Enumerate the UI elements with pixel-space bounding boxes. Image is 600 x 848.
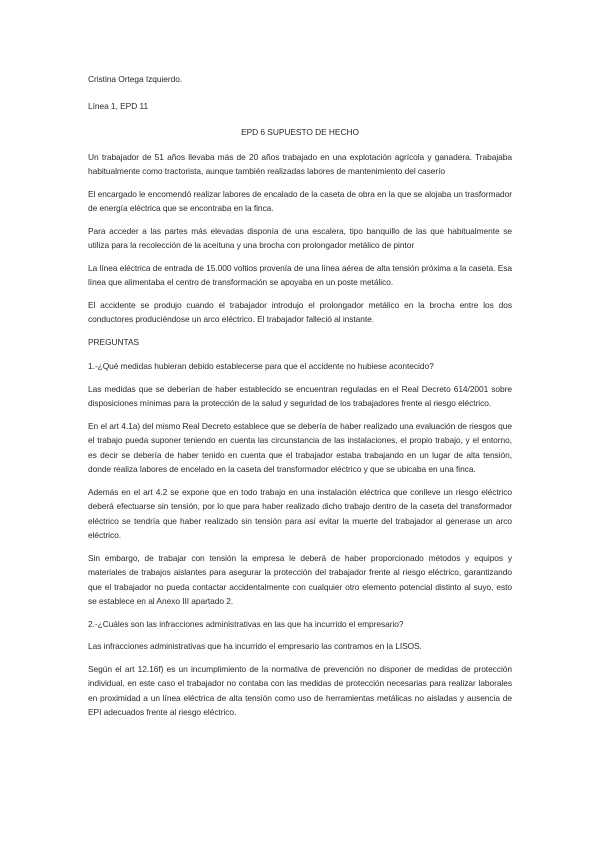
case-paragraph: El encargado le encomendó realizar labores de encalado de la caseta de obra en la que se alojaba un trasformador de energía eléctrica que se encontraba en la finca.	[88, 188, 512, 213]
answer-paragraph: Además en el art 4.2 se expone que en todo trabajo en una instalación eléctrica que conlleve un riesgo eléctrico deberá efectuarse sin tensión, por lo que para haber realizado dicho trabajo dentro de la caseta del transformador eléctrico se tendría que haber realizado sin tensión para así evitar la muerte del trabajador al generase un arco eléctrico.	[88, 486, 512, 540]
answer-paragraph: Las medidas que se deberían de haber establecido se encuentran reguladas en el Real Decreto 614/2001 sobre disposiciones mínimas para la protección de la salud y seguridad de los trabajadores frente al riesgo eléctrico.	[88, 383, 512, 408]
answer-paragraph: En el art 4.1a) del mismo Real Decreto establece que se debería de haber realizado una evaluación de riesgos que el trabajo pueda suponer teniendo en cuenta las circunstancia de las instalaciones, el propio trabajo, y el entorno, es decir se debería de haber tenido en cuenta que el trabajador estaba trabajando en un lugar de alta tensión, donde realiza labores de encelado en la caseta del transformador eléctrico y que se ubicaba en una finca.	[88, 420, 512, 474]
answer-paragraph: Las infracciones administrativas que ha incurrido el empresario las contramos en la LISOS.	[88, 641, 422, 651]
question-2: 2.-¿Cuáles son las infracciones administrativas en las que ha incurrido el empresario?	[88, 618, 404, 629]
case-paragraph: La línea eléctrica de entrada de 15.000 voltios provenía de una línea aérea de alta tensión próxima a la caseta. Esa línea que alimentaba el centro de transformación se apoyaba en un poste metálico.	[88, 262, 512, 287]
case-paragraph: Para acceder a las partes más elevadas disponía de una escalera, tipo banquillo de las que habitualmente se utiliza para la recolección de la aceituna y una brocha con prolongador metálico de pintor	[88, 225, 512, 250]
author-name: Cristina Ortega Izquierdo.	[88, 74, 183, 84]
case-paragraph: El accidente se produjo cuando el trabajador introdujo el prolongador metálico en la brocha entre los dos conductores produciéndose un arco eléctrico. El trabajador falleció al instante.	[88, 299, 512, 324]
question-1: 1.-¿Qué medidas hubieran debido establecerse para que el accidente no hubiese acontecido?	[88, 361, 434, 371]
questions-heading: PREGUNTAS	[88, 336, 140, 347]
document-title: EPD 6 SUPUESTO DE HECHO	[241, 127, 359, 137]
answer-paragraph: Sin embargo, de trabajar con tensión la empresa le deberá de haber proporcionado métodos y equipos y materiales de trabajos aislantes para asegurar la protección del trabajador frente al riesgo eléctrico, garantizando que el trabajador no pueda contactar accidentalmente con cualquier otro elemento potencial distinto al suyo, esto se establece en al Anexo III apartado 2.	[88, 552, 512, 606]
course-line: Línea 1, EPD 11	[88, 100, 149, 111]
answer-paragraph: Según el art 12.16f) es un incumplimiento de la normativa de prevención no disponer de medidas de protección individual, en este caso el trabajador no contaba con las medidas de protección necesarias para realizar laborales en proximidad a un línea eléctrica de alta tensión como uso de herramientas metálicas no aisladas y ausencia de EPI adecuados frente al riesgo eléctrico.	[88, 663, 512, 717]
case-paragraph: Un trabajador de 51 años llevaba más de 20 años trabajado en una explotación agrícola y ganadera. Trabajaba habitualmente como tractorista, aunque también realizadas labores de mantenimiento del caserío	[88, 151, 512, 176]
